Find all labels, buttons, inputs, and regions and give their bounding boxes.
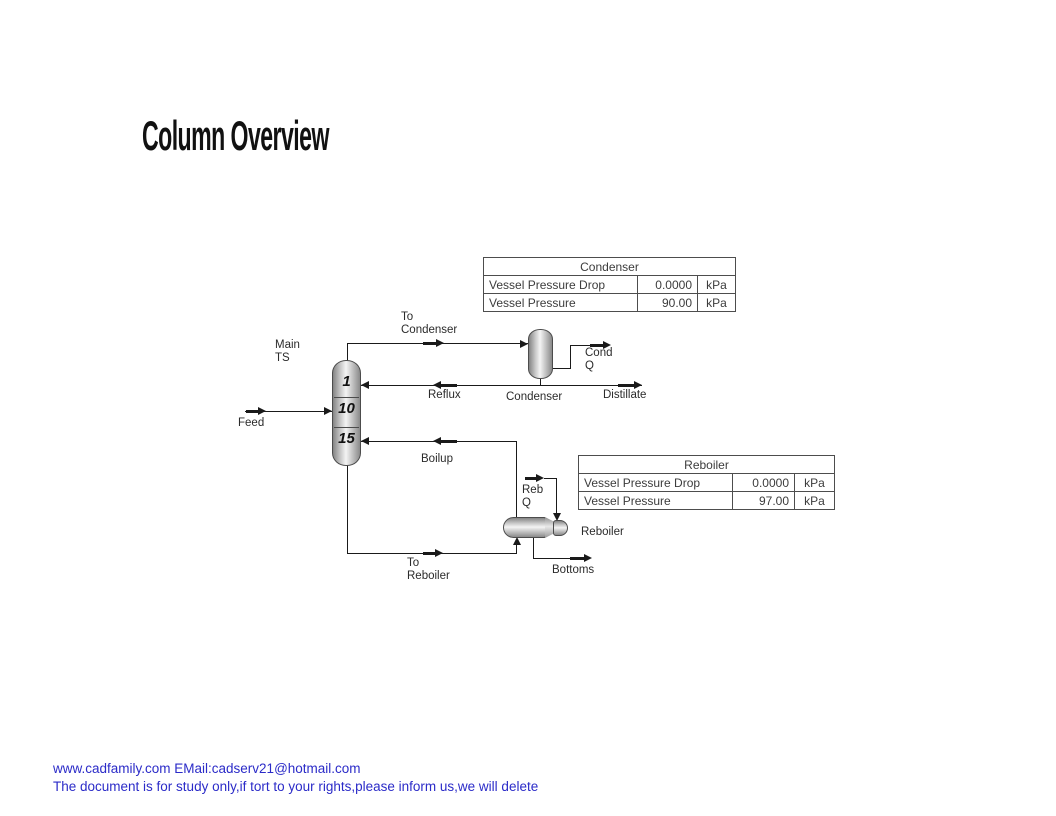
distillate-label: Distillate: [603, 389, 647, 401]
condenser-row1-unit: kPa: [698, 276, 736, 294]
arrowhead-reboiler-inlet-icon: [513, 537, 521, 545]
watermark-text: [53, 760, 538, 796]
tray-number-10: 10: [338, 400, 355, 417]
condenser-vessel: [528, 329, 553, 379]
pipe-condq-v: [570, 345, 571, 369]
arrowhead-feed-icon: [258, 407, 266, 415]
bottoms-label: Bottoms: [552, 564, 595, 576]
column-name-line2: TS: [275, 351, 290, 364]
watermark-line2: The document is for study only,if tort to your rights,please inform us,we will delete: [53, 779, 539, 794]
reb-q-line1: Reb: [522, 484, 544, 496]
watermark-line1: www.cadfamily.com EMail:cadserv21@hotmail.com: [53, 761, 361, 776]
tray-divider: [334, 427, 359, 428]
table-row: [484, 276, 736, 294]
column-name-line1: Main: [275, 339, 300, 351]
reboiler-label: Reboiler: [581, 526, 624, 538]
arrowhead-to-condenser-icon: [436, 339, 444, 347]
pipe-bottoms-h: [533, 558, 573, 559]
arrowhead-reflux-column-icon: [361, 381, 369, 389]
arrowhead-bottoms-icon: [584, 554, 592, 562]
boilup-label: Boilup: [421, 453, 453, 465]
to-condenser-line2: Condenser: [401, 323, 458, 336]
condenser-row2-value: 90.00: [638, 294, 698, 312]
distillation-column: [332, 360, 361, 466]
arrowhead-to-reboiler-icon: [435, 549, 443, 557]
pipe-column-top-stub: [347, 343, 348, 361]
table-row: [579, 474, 835, 492]
pipe-bottoms-v: [533, 538, 534, 558]
reboiler-row1-unit: kPa: [795, 474, 835, 492]
condenser-table: [483, 257, 736, 312]
to-condenser-label: [401, 311, 457, 336]
cond-q-label: [585, 347, 613, 372]
arrow-reflux: [441, 384, 457, 387]
reboiler-vessel-nozzle: [553, 520, 568, 536]
arrowhead-feed-column-icon: [324, 407, 332, 415]
reboiler-row1-value: 0.0000: [733, 474, 795, 492]
cond-q-line2: Q: [585, 359, 594, 372]
condenser-table-title: Condenser: [484, 258, 736, 276]
arrowhead-boilup-column-icon: [361, 437, 369, 445]
arrowhead-reb-q-icon: [536, 474, 544, 482]
arrow-boilup: [441, 440, 457, 443]
reb-q-line2: Q: [522, 496, 531, 509]
reboiler-row2-value: 97.00: [733, 492, 795, 510]
column-name-label: [275, 339, 300, 364]
tray-divider: [334, 397, 359, 398]
reflux-label: Reflux: [428, 389, 461, 401]
pipe-rebq-v: [556, 478, 557, 513]
condenser-row2-label: Vessel Pressure: [484, 294, 638, 312]
pipe-reflux-distillate: [360, 385, 642, 386]
reboiler-row2-unit: kPa: [795, 492, 835, 510]
page-title: Column Overview: [142, 112, 329, 159]
pipe-reboiler-inlet-v: [516, 544, 517, 553]
to-reboiler-line1: To: [407, 557, 420, 569]
condenser-row1-value: 0.0000: [638, 276, 698, 294]
condenser-label: Condenser: [506, 391, 563, 403]
condenser-row1-label: Vessel Pressure Drop: [484, 276, 638, 294]
reboiler-table-title: Reboiler: [579, 456, 835, 474]
arrowhead-condenser-inlet-icon: [520, 340, 528, 348]
arrow-to-condenser: [423, 342, 436, 345]
tray-number-1: 1: [342, 373, 351, 390]
pipe-condq-h1: [552, 368, 570, 369]
feed-label: Feed: [238, 417, 265, 429]
cond-q-line1: Cond: [585, 347, 613, 359]
arrowhead-distillate-icon: [634, 381, 642, 389]
pipe-column-bottom-stub: [347, 465, 348, 554]
arrow-bottoms: [570, 557, 584, 560]
arrow-distillate: [618, 384, 634, 387]
condenser-row2-unit: kPa: [698, 294, 736, 312]
reboiler-row1-label: Vessel Pressure Drop: [579, 474, 733, 492]
table-row: [484, 294, 736, 312]
pipe-boilup-vertical: [516, 441, 517, 518]
to-reboiler-label: [407, 557, 450, 582]
arrow-to-reboiler: [423, 552, 435, 555]
reboiler-row2-label: Vessel Pressure: [579, 492, 733, 510]
arrowhead-boilup-icon: [433, 437, 441, 445]
to-reboiler-line2: Reboiler: [407, 569, 450, 582]
arrow-feed: [246, 410, 258, 413]
arrow-reb-q: [525, 477, 536, 480]
reboiler-vessel-body: [503, 517, 546, 538]
pipe-condenser-bottom-stub: [540, 378, 541, 385]
table-row: [579, 492, 835, 510]
reboiler-table: [578, 455, 835, 510]
arrowhead-reflux-icon: [433, 381, 441, 389]
reb-q-label: [522, 484, 543, 509]
tray-number-15: 15: [338, 430, 355, 447]
to-condenser-line1: To: [401, 311, 414, 323]
